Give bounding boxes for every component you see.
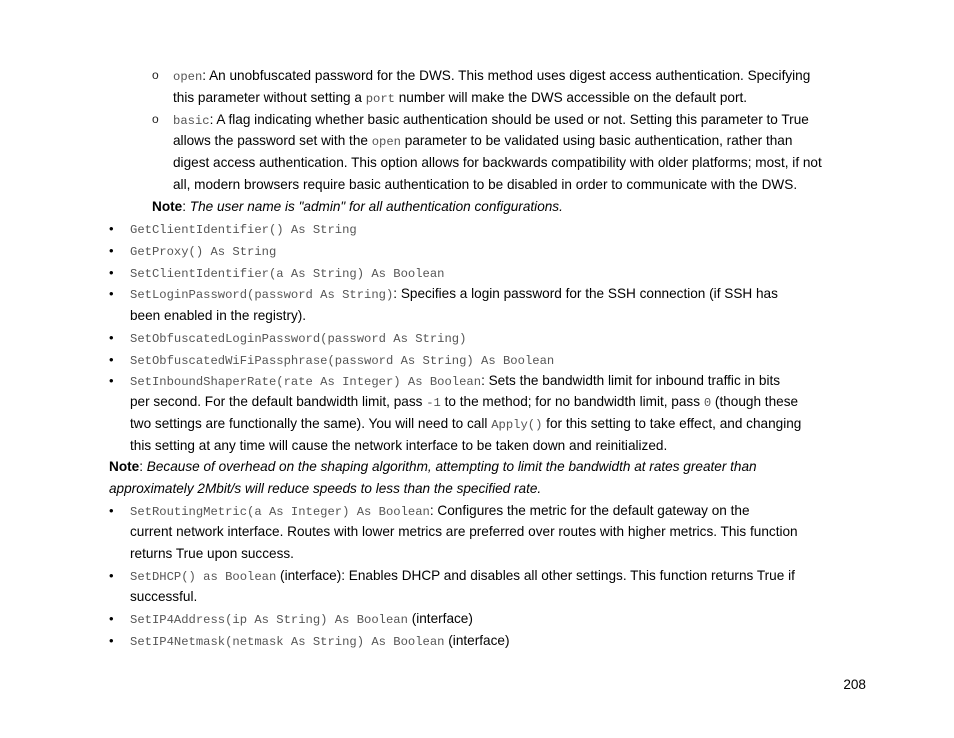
method-description-cont: successful.: [130, 589, 198, 604]
text: allows the password set with the: [173, 133, 372, 148]
method-signature: SetIP4Address(ip As String) As Boolean: [130, 613, 408, 627]
sub-bullet-marker: o: [152, 68, 159, 82]
method-description-cont: been enabled in the registry).: [130, 308, 307, 323]
text: : A flag indicating whether basic authentication should be used or not. Setting this parameter to True: [209, 112, 809, 127]
method-description: (interface): Enables DHCP and disables all other settings. This function returns True if: [276, 568, 795, 583]
text: this parameter without setting a: [173, 90, 366, 105]
method-description-cont: this setting at any time will cause the network interface to be taken down and reinitialized.: [130, 438, 668, 453]
text: parameter to be validated using basic authentication, rather than: [400, 133, 793, 148]
text: number will make the DWS accessible on the default port.: [394, 90, 748, 105]
sub-item-basic-line2: [173, 132, 792, 151]
note-text: Because of overhead on the shaping algorithm, attempting to limit the bandwidth at rates greater than: [146, 459, 757, 474]
note-shaping: [109, 458, 757, 475]
method-signature: SetRoutingMetric(a As Integer) As Boolean: [130, 505, 430, 519]
method-signature: SetInboundShaperRate(rate As Integer) As Boolean: [130, 375, 482, 389]
method-item: [130, 220, 357, 239]
bullet-marker: •: [109, 286, 114, 301]
note-text: The user name is "admin" for all authentication configurations.: [189, 199, 563, 214]
note-text-cont: approximately 2Mbit/s will reduce speeds to less than the specified rate.: [109, 481, 542, 496]
method-signature: SetObfuscatedWiFiPassphrase(password As String) As Boolean: [130, 354, 555, 368]
code-port: port: [365, 92, 395, 106]
method-description: : Sets the bandwidth limit for inbound traffic in bits: [481, 373, 781, 388]
code-open: open: [371, 135, 401, 149]
code-value: -1: [426, 396, 441, 410]
note-label: Note: [152, 199, 183, 214]
note-label: Note: [109, 459, 140, 474]
method-description-cont: [130, 393, 798, 412]
method-signature: GetProxy() As String: [130, 245, 277, 259]
bullet-marker: •: [109, 265, 114, 280]
code-open: open: [173, 70, 203, 84]
text: : An unobfuscated password for the DWS. This method uses digest access authentication. Specifying: [202, 68, 811, 83]
method-item: [130, 351, 554, 370]
method-signature: SetClientIdentifier(a As String) As Boolean: [130, 267, 445, 281]
method-signature: SetDHCP() as Boolean: [130, 570, 277, 584]
method-description: (interface): [444, 633, 510, 648]
method-item: [130, 329, 466, 348]
text: for this setting to take effect, and changing: [542, 416, 802, 431]
text: per second. For the default bandwidth limit, pass: [130, 394, 427, 409]
sub-item-open-line2: [173, 89, 747, 108]
bullet-marker: •: [109, 568, 114, 583]
note-auth: [152, 198, 563, 215]
text: two settings are functionally the same). You will need to call: [130, 416, 492, 431]
bullet-marker: •: [109, 330, 114, 345]
code-basic: basic: [173, 114, 210, 128]
sub-item-basic-line1: [173, 111, 809, 130]
method-description: : Configures the metric for the default gateway on the: [429, 503, 750, 518]
text: to the method; for no bandwidth limit, pass: [440, 394, 704, 409]
method-item: [130, 610, 473, 629]
method-description-cont: current network interface. Routes with lower metrics are preferred over routes with higher metrics. This function: [130, 524, 798, 539]
method-description: (interface): [407, 611, 473, 626]
method-item: [130, 285, 778, 304]
code-apply: Apply(): [491, 418, 543, 432]
bullet-marker: •: [109, 503, 114, 518]
sub-bullet-marker: o: [152, 112, 159, 126]
method-item: [130, 567, 795, 586]
page-number: 208: [843, 677, 866, 692]
sub-item-basic-line3: digest access authentication. This option allows for backwards compatibility with older platforms; most, if not: [173, 155, 822, 170]
bullet-marker: •: [109, 373, 114, 388]
method-item: [130, 242, 276, 261]
method-item: [130, 632, 509, 651]
method-signature: SetLoginPassword(password As String): [130, 288, 394, 302]
sub-item-open-line1: [173, 67, 810, 86]
note-sep: :: [139, 459, 147, 474]
code-value: 0: [703, 396, 712, 410]
bullet-marker: •: [109, 243, 114, 258]
method-signature: SetObfuscatedLoginPassword(password As String): [130, 332, 467, 346]
note-sep: :: [182, 199, 190, 214]
method-description: : Specifies a login password for the SSH connection (if SSH has: [393, 286, 778, 301]
bullet-marker: •: [109, 352, 114, 367]
method-signature: SetIP4Netmask(netmask As String) As Boolean: [130, 635, 445, 649]
method-description-cont: returns True upon success.: [130, 546, 294, 561]
bullet-marker: •: [109, 633, 114, 648]
text: (though these: [711, 394, 799, 409]
bullet-marker: •: [109, 611, 114, 626]
method-signature: GetClientIdentifier() As String: [130, 223, 357, 237]
bullet-marker: •: [109, 221, 114, 236]
sub-item-basic-line4: all, modern browsers require basic authentication to be disabled in order to communicate with the DWS.: [173, 177, 798, 192]
method-description-cont: [130, 415, 801, 434]
method-item: [130, 264, 445, 283]
method-item: [130, 372, 780, 391]
method-item: [130, 502, 750, 521]
